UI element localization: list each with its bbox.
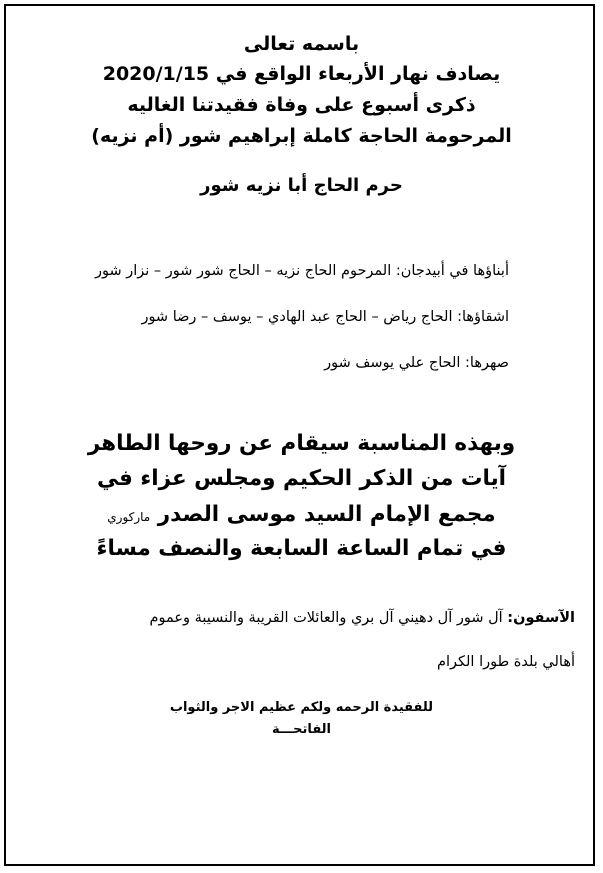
deceased-name-line: المرحومة الحاجة كاملة إبراهيم شور (أم نزيه) [91, 125, 512, 147]
condolence-line: للفقيدة الرحمه ولكم عظيم الاجر والثواب [169, 700, 434, 715]
spouse-line: حرم الحاج أبا نزيه شور [200, 175, 403, 196]
venue-name: مجمع الإمام السيد موسى الصدر [157, 502, 496, 527]
mourners-text: آل شور آل دهيني آل بري والعائلات القريبة والنسيبة وعموم [149, 610, 503, 626]
son-in-law-line [324, 352, 509, 374]
son-in-law-label: صهرها: [465, 355, 509, 371]
memorial-line: ذكرى أسبوع على وفاة فقيدتنا الغاليه [127, 94, 476, 116]
date-line: يصادف نهار الأربعاء الواقع في 2020/1/15 [102, 63, 501, 85]
son-in-law-name: الحاج علي يوسف شور [324, 355, 461, 371]
mourners-line-2: أهالي بلدة طورا الكرام [437, 654, 575, 670]
fatiha-line: الفاتحـــة [271, 722, 332, 737]
mourners-line-1 [150, 607, 575, 629]
brothers-names: الحاج رياض – الحاج عبد الهادي – يوسف – رضا شور [141, 309, 453, 325]
announcement-line-2: آيات من الذكر الحكيم ومجلس عزاء في [96, 466, 507, 491]
sons-label: أبناؤها في أبيدجان: [395, 263, 509, 279]
sons-names: المرحوم الحاج نزيه – الحاج شور شور – نزار شور [94, 263, 392, 279]
sons-line [95, 260, 509, 282]
brothers-label: اشقاؤها: [457, 309, 509, 325]
venue-area: ماركوري [107, 510, 151, 524]
announcement-line-3 [0, 499, 603, 533]
mourners-label: الآسفون: [507, 610, 575, 626]
brothers-line [141, 306, 509, 328]
announcement-line-1: وبهذه المناسبة سيقام عن روحها الطاهر [87, 431, 516, 456]
announcement-line-4: في تمام الساعة السابعة والنصف مساءً [96, 536, 507, 561]
basmala-heading: باسمه تعالى [243, 33, 360, 55]
